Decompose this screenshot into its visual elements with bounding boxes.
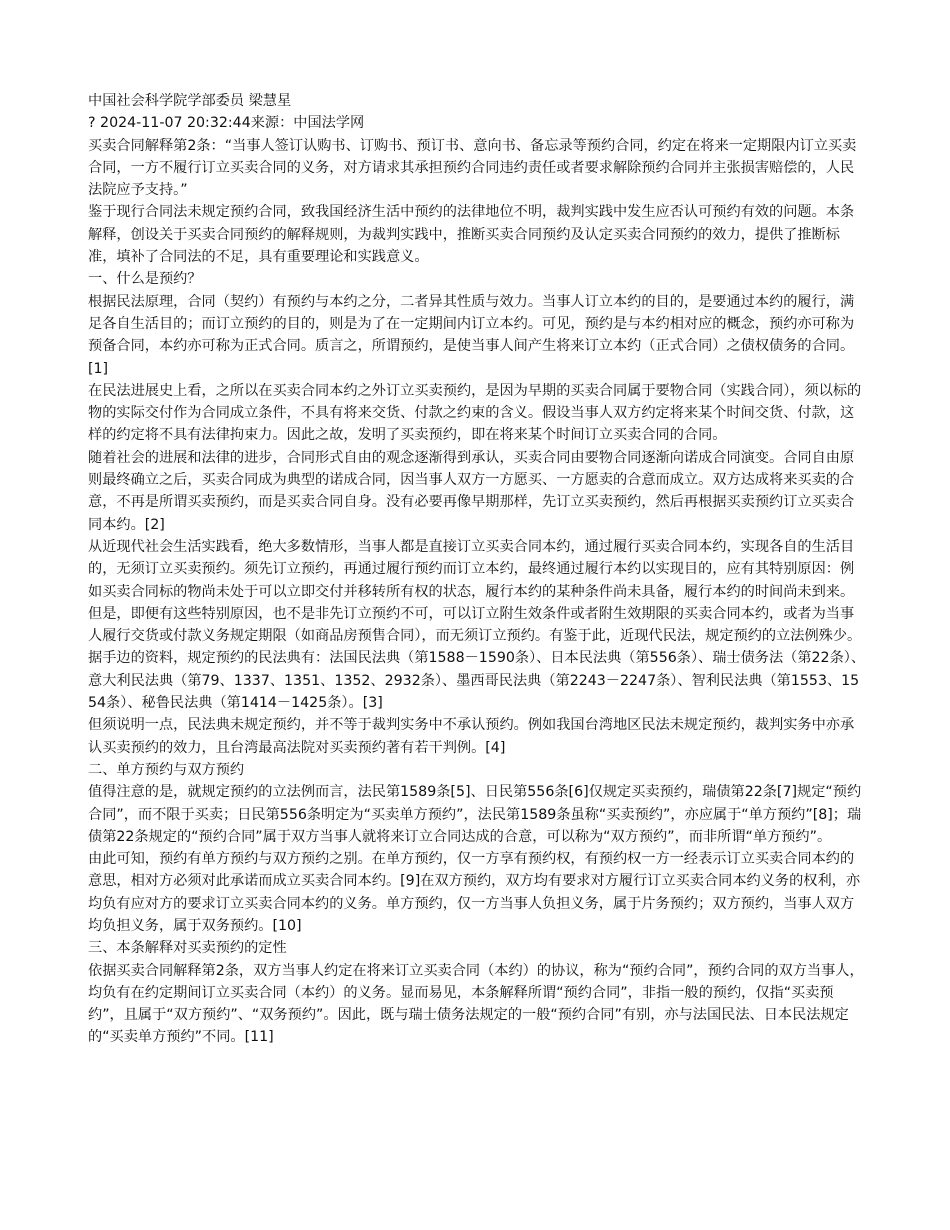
paragraph: 但是，即便有这些特别原因，也不是非先订立预约不可，可以订立附生效条件或者附生效期限的买卖合同本约，或者为当事人履行交货或付款义务规定期限（如商品房预售合同），而无须订立预约。有鉴于此，近现代民法，规定预约的立法例殊少。 xyxy=(88,605,862,645)
paragraph: 从近现代社会生活实践看，绝大多数情形，当事人都是直接订立买卖合同本约，通过履行买卖合同本约，实现各自的生活目的，无须订立买卖预约。须先订立预约，再通过履行预约而订立本约，最终通过履行本约以实现目的，应有其特别原因：例如买卖合同标的物尚未处于可以立即交付并移转所有权的状态，履行本约的某种条件尚未具备，履行本约的时间尚未到来。 xyxy=(88,538,855,600)
article xyxy=(88,90,868,1049)
paragraph: 在民法进展史上看，之所以在买卖合同本约之外订立买卖预约，是因为早期的买卖合同属于要物合同（实践合同），须以标的物的实际交付作为合同成立条件，不具有将来交货、付款之约束的含义。假设当事人双方约定将来某个时间交货、付款，这样的约定将不具有法律拘束力。因此之故，发明了买卖预约，即在将来某个时间订立买卖合同的合同。 xyxy=(88,382,862,444)
paragraph: 随着社会的进展和法律的进步，合同形式自由的观念逐渐得到承认，买卖合同由要物合同逐渐向诺成合同演变。合同自由原则最终确立之后，买卖合同成为典型的诺成合同，因当事人双方一方愿买、一方愿卖的合意而成立。双方达成将来买卖的合意，不再是所谓买卖预约，而是买卖合同自身。没有必要再像早期那样，先订立买卖预约，然后再根据买卖预约订立买卖合同本约。[2] xyxy=(88,449,855,533)
section-heading: 一、什么是预约？ xyxy=(88,271,202,288)
section-heading: 二、单方预约与双方预约 xyxy=(88,761,245,778)
paragraph: 但须说明一点，民法典未规定预约，并不等于裁判实务中不承认预约。例如我国台湾地区民法未规定预约，裁判实务中亦承认买卖预约的效力，且台湾最高法院对买卖预约著有若干判例。[4] xyxy=(88,717,855,756)
meta-line: ? 2024-11-07 20:32:44来源：中国法学网 xyxy=(88,115,365,132)
section-heading: 三、本条解释对买卖预约的定性 xyxy=(88,940,287,957)
paragraph: 依据买卖合同解释第2条，双方当事人约定在将来订立买卖合同（本约）的协议，称为“预约合同”，预约合同的双方当事人，均负有在约定期间订立买卖合同（本约）的义务。显而易见，本条解释所谓“预约合同”，非指一般的预约，仅指“买卖预约”，且属于“双方预约”、“双务预约”。因此，既与瑞士债务法规定的一般“预约合同”有别，亦与法国民法、日本民法规定的“买卖单方预约”不同。[11] xyxy=(88,962,864,1046)
paragraph: 鉴于现行合同法未规定预约合同，致我国经济生活中预约的法律地位不明，裁判实践中发生应否认可预约有效的问题。本条解释，创设关于买卖合同预约的解释规则，为裁判实践中，推断买卖合同预约及认定买卖合同预约的效力，提供了推断标准，填补了合同法的不足，具有重要理论和实践意义。 xyxy=(88,204,855,266)
paragraph: 根据民法原理，合同（契约）有预约与本约之分，二者异其性质与效力。当事人订立本约的目的，是要通过本约的履行，满足各自生活目的；而订立预约的目的，则是为了在一定期间内订立本约。可见，预约是与本约相对应的概念，预约亦可称为预备合同，本约亦可称为正式合同。质言之，所谓预约，是使当事人间产生将来订立本约（正式合同）之债权债务的合同。[1] xyxy=(88,293,855,377)
paragraph: 由此可知，预约有单方预约与双方预约之别。在单方预约，仅一方享有预约权，有预约权一方一经表示订立买卖合同本约的意思，相对方必须对此承诺而成立买卖合同本约。[9]在双方预约，双方均有要求对方履行订立买卖合同本约义务的权利，亦均负有应对方的要求订立买卖合同本约的义务。单方预约，仅一方当事人负担义务，属于片务预约；双方预约，当事人双方均负担义务，属于双务预约。[10] xyxy=(88,851,861,934)
paragraph: 值得注意的是，就规定预约的立法例而言，法民第1589条[5]、日民第556条[6]仅规定买卖预约，瑞债第22条[7]规定“预约合同”，而不限于买卖；日民第556条明定为“买卖单方预约”，法民第1589条虽称“买卖预约”，亦应属于“单方预约”[8]；瑞债第22条规定的“预约合同”属于双方当事人就将来订立合同达成的合意，可以称为“双方预约”，而非所谓“单方预约”。 xyxy=(88,784,862,845)
author-line: 中国社会科学院学部委员 梁慧星 xyxy=(88,93,292,109)
paragraph: 据手边的资料，规定预约的民法典有：法国民法典（第1588－1590条）、日本民法典（第556条）、瑞士债务法（第22条）、意大利民法典（第79、1337、1351、1352、2932条）、墨西哥民法典（第2243－2247条）、智利民法典（第1553、1554条）、秘鲁民法典（第1414－1425条）。[3] xyxy=(88,650,866,712)
paragraph: 买卖合同解释第2条：“当事人签订认购书、订购书、预订书、意向书、备忘录等预约合同，约定在将来一定期限内订立买卖合同，一方不履行订立买卖合同的义务，对方请求其承担预约合同违约责任或者要求解除预约合同并主张损害赔偿的，人民法院应予支持。” xyxy=(88,137,857,199)
